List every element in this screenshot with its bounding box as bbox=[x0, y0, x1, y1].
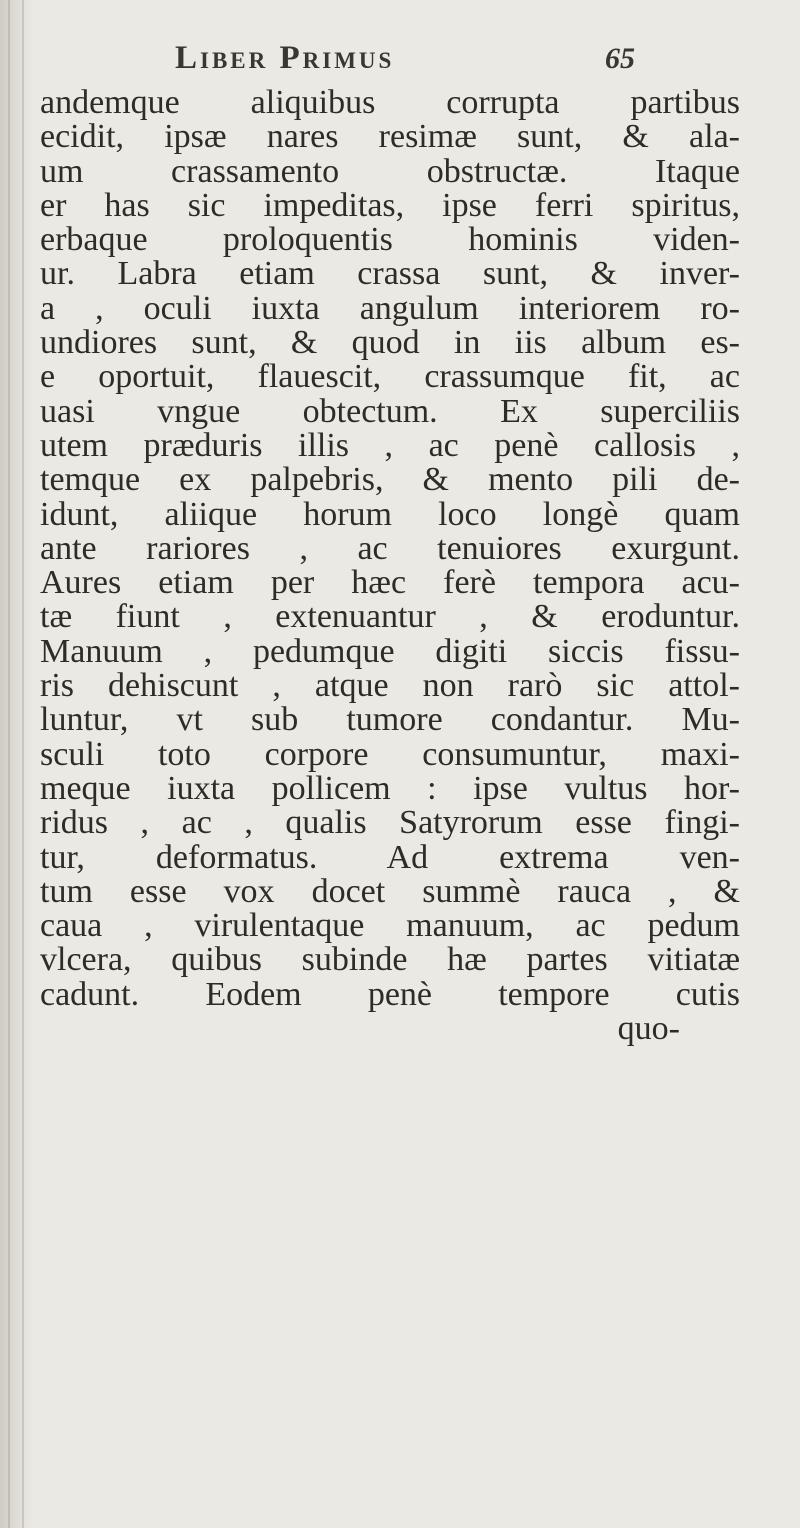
text-line: utem præduris illis , ac penè callosis , bbox=[40, 426, 740, 464]
body-text bbox=[40, 86, 790, 1046]
page-header bbox=[0, 40, 800, 90]
text-line: undiores sunt, & quod in iis album es- bbox=[40, 324, 740, 362]
text-line: a , oculi iuxta angulum interiorem ro- bbox=[40, 289, 740, 327]
text-line: erbaque proloquentis hominis viden- bbox=[40, 221, 740, 259]
text-line: Manuum , pedumque digiti siccis fissu- bbox=[40, 632, 740, 670]
text-line: cadunt. Eodem penè tempore cutis bbox=[40, 975, 740, 1013]
gutter-shadow-line bbox=[8, 0, 10, 1528]
gutter-shadow-line bbox=[22, 0, 24, 1528]
running-head: Liber Primus bbox=[175, 40, 395, 76]
text-line: andemque aliquibus corrupta partibus bbox=[40, 84, 740, 121]
text-line: ridus , ac , qualis Satyrorum esse fingi- bbox=[40, 804, 740, 842]
text-line: er has sic impeditas, ipse ferri spiritus, bbox=[40, 186, 740, 224]
text-line: uasi vngue obtectum. Ex superciliis bbox=[40, 392, 740, 430]
text-line: temque ex palpebris, & mento pili de- bbox=[40, 461, 740, 499]
text-line: ur. Labra etiam crassa sunt, & inver- bbox=[40, 255, 740, 293]
text-line: meque iuxta pollicem : ipse vultus hor- bbox=[40, 769, 740, 807]
text-line: ris dehiscunt , atque non rarò sic attol- bbox=[40, 667, 740, 705]
text-line: caua , virulentaque manuum, ac pedum bbox=[40, 907, 740, 945]
text-line: sculi toto corpore consumuntur, maxi- bbox=[40, 735, 740, 773]
text-line: um crassamento obstructæ. Itaque bbox=[40, 152, 740, 190]
page-number: 65 bbox=[605, 42, 635, 75]
text-line: ecidit, ipsæ nares resimæ sunt, & ala- bbox=[40, 118, 740, 156]
text-line: idunt, aliique horum loco longè quam bbox=[40, 495, 740, 533]
text-line: ante rariores , ac tenuiores exurgunt. bbox=[40, 529, 740, 567]
binding-gutter bbox=[0, 0, 34, 1528]
text-line: tæ fiunt , extenuantur , & eroduntur. bbox=[40, 598, 740, 636]
text-line: vlcera, quibus subinde hæ partes vitiatæ bbox=[40, 941, 740, 979]
text-line: luntur, vt sub tumore condantur. Mu- bbox=[40, 701, 740, 739]
text-line: tum esse vox docet summè rauca , & bbox=[40, 872, 740, 910]
text-line: e oportuit, flauescit, crassumque fit, ac bbox=[40, 358, 740, 396]
text-line: Aures etiam per hæc ferè tempora acu- bbox=[40, 564, 740, 602]
catchword: quo- bbox=[617, 1010, 680, 1048]
text-line: tur, deformatus. Ad extrema ven- bbox=[40, 838, 740, 876]
